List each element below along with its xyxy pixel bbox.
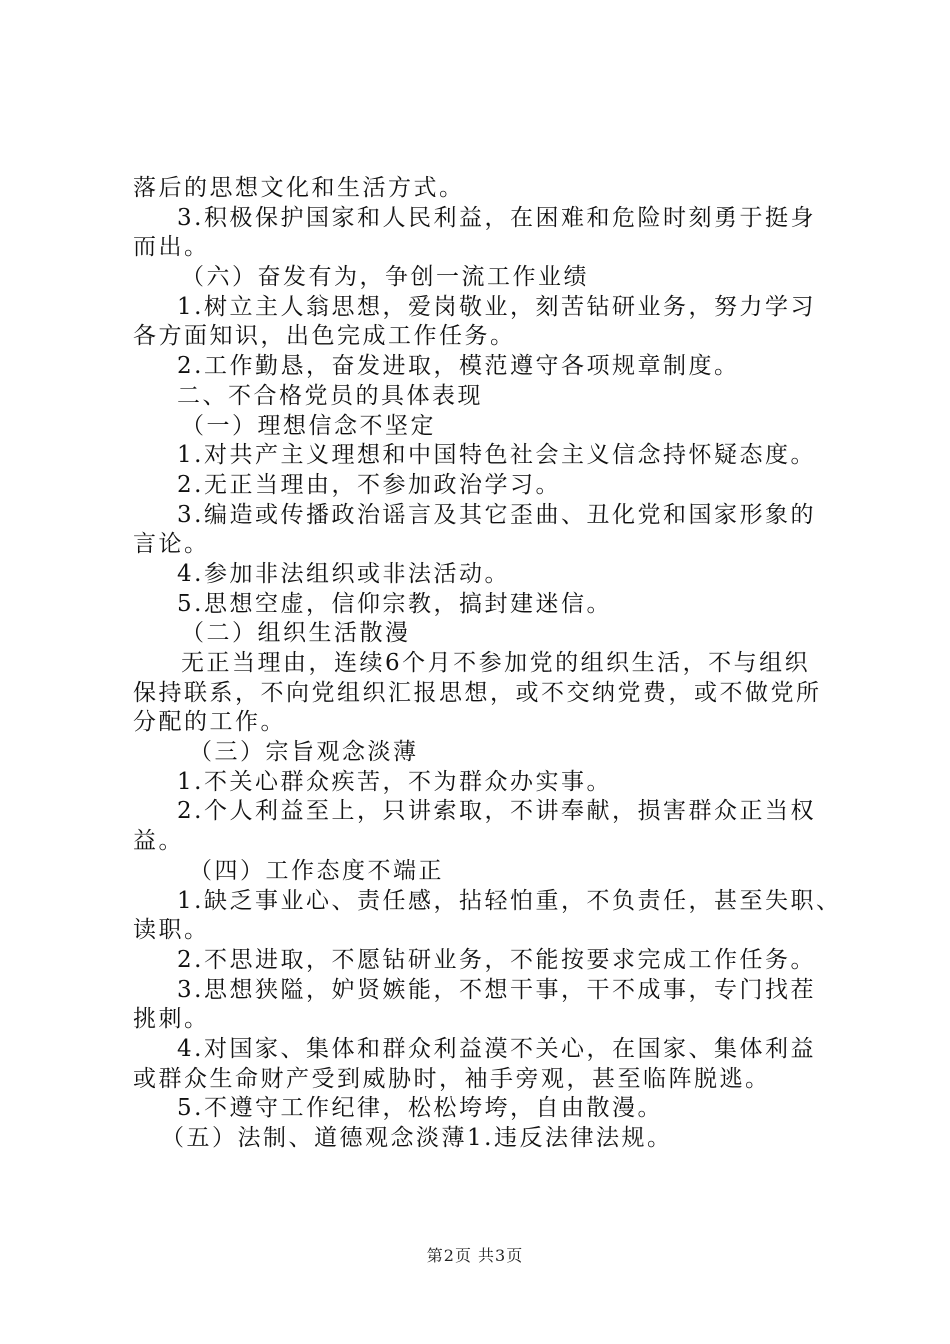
text-line: 二、不合格党员的具体表现 <box>177 382 483 409</box>
text-line: 3.积极保护国家和人民利益，在困难和危险时刻勇于挺身 <box>177 204 816 231</box>
text-line: 4.对国家、集体和群众利益漠不关心，在国家、集体利益 <box>177 1035 816 1062</box>
text-line: （三）宗旨观念淡薄 <box>189 739 419 766</box>
text-line: 落后的思想文化和生活方式。 <box>133 175 465 201</box>
text-line: 1.对共产主义理想和中国特色社会主义信念持怀疑态度。 <box>177 442 816 469</box>
document-body <box>133 174 842 1154</box>
text-line: （五）法制、道德观念淡薄1.违反法律法规。 <box>161 1125 673 1151</box>
page-footer: 第2页 共3页 <box>426 1246 524 1265</box>
text-line: 1.缺乏事业心、责任感，拈轻怕重，不负责任，甚至失职、 <box>177 887 842 914</box>
text-line: 3.编造或传播政治谣言及其它歪曲、丑化党和国家形象的 <box>177 501 816 528</box>
text-line: （六）奋发有为，争创一流工作业绩 <box>181 264 589 291</box>
text-line: 保持联系，不向党组织汇报思想，或不交纳党费，或不做党所 <box>133 679 822 706</box>
text-line: 2.工作勤恳，奋发进取，模范遵守各项规章制度。 <box>177 353 740 380</box>
text-line: 2.无正当理由，不参加政治学习。 <box>177 471 561 498</box>
text-line: （一）理想信念不坚定 <box>181 412 436 439</box>
text-line: 益。 <box>133 828 184 855</box>
text-line: 2.不思进取，不愿钻研业务，不能按要求完成工作任务。 <box>177 946 816 973</box>
text-line: （四）工作态度不端正 <box>189 857 444 884</box>
text-line: 4.参加非法组织或非法活动。 <box>177 560 510 587</box>
text-line: 无正当理由，连续6个月不参加党的组织生活，不与组织 <box>181 650 811 676</box>
text-line: 读职。 <box>133 917 210 944</box>
text-line: 5.不遵守工作纪律，松松垮垮，自由散漫。 <box>177 1095 663 1122</box>
text-line: 而出。 <box>133 234 210 261</box>
text-line: （二）组织生活散漫 <box>181 620 411 647</box>
text-line: 3.思想狭隘，妒贤嫉能，不想干事，干不成事，专门找茬 <box>177 976 816 1003</box>
text-line: 1.不关心群众疾苦，不为群众办实事。 <box>177 768 612 795</box>
text-line: 1.树立主人翁思想，爱岗敬业，刻苦钻研业务，努力学习 <box>177 293 816 320</box>
text-line: 5.思想空虚，信仰宗教，搞封建迷信。 <box>177 590 612 617</box>
text-line: 或群众生命财产受到威胁时，袖手旁观，甚至临阵脱逃。 <box>133 1065 771 1092</box>
text-line: 各方面知识，出色完成工作任务。 <box>133 323 516 350</box>
text-line: 挑刺。 <box>133 1006 210 1033</box>
text-line: 2.个人利益至上，只讲索取，不讲奉献，损害群众正当权 <box>177 798 816 825</box>
text-line: 言论。 <box>133 531 210 558</box>
text-line: 分配的工作。 <box>133 709 286 736</box>
